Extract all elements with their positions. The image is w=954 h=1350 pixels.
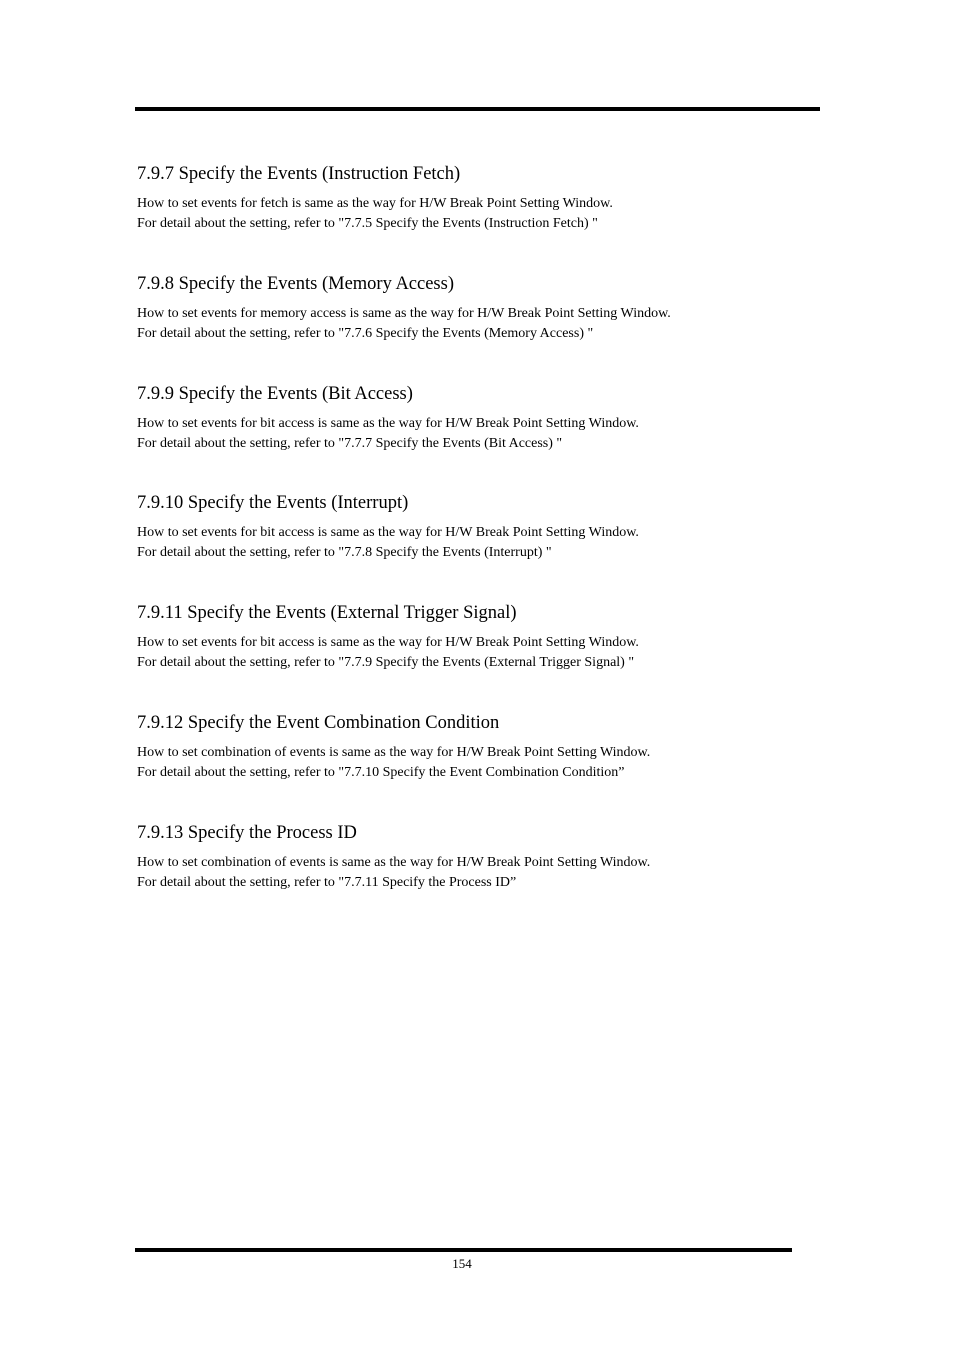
section-body bbox=[137, 743, 817, 782]
section-heading: 7.9.7 Specify the Events (Instruction Fetch) bbox=[137, 164, 461, 184]
section-7-9-9 bbox=[137, 383, 817, 453]
section-7-9-10 bbox=[137, 492, 817, 562]
body-line: How to set events for bit access is same as the way for H/W Break Point Setting Window. bbox=[137, 635, 639, 650]
body-line: How to set combination of events is same as the way for H/W Break Point Setting Window. bbox=[137, 855, 651, 870]
section-body bbox=[137, 523, 817, 562]
section-7-9-7 bbox=[137, 163, 817, 233]
section-body bbox=[137, 633, 817, 672]
footer-rule bbox=[135, 1248, 792, 1252]
body-line: For detail about the setting, refer to "7.7.11 Specify the Process ID” bbox=[137, 874, 517, 890]
body-line: For detail about the setting, refer to "7.7.7 Specify the Events (Bit Access) " bbox=[137, 435, 563, 451]
body-line: For detail about the setting, refer to "7.7.10 Specify the Event Combination Condition” bbox=[137, 764, 625, 780]
body-line: For detail about the setting, refer to "7.7.5 Specify the Events (Instruction Fetch) " bbox=[137, 215, 598, 231]
section-body bbox=[137, 194, 817, 233]
body-line: How to set events for bit access is same as the way for H/W Break Point Setting Window. bbox=[137, 525, 639, 540]
section-7-9-8 bbox=[137, 273, 817, 343]
section-body bbox=[137, 304, 817, 343]
body-line: How to set combination of events is same as the way for H/W Break Point Setting Window. bbox=[137, 745, 651, 760]
section-7-9-12 bbox=[137, 712, 817, 782]
section-heading: 7.9.9 Specify the Events (Bit Access) bbox=[137, 384, 413, 404]
page-number: 154 bbox=[452, 1256, 472, 1271]
section-heading: 7.9.8 Specify the Events (Memory Access) bbox=[137, 274, 454, 294]
section-body bbox=[137, 853, 817, 892]
section-heading: 7.9.10 Specify the Events (Interrupt) bbox=[137, 493, 409, 513]
body-line: How to set events for fetch is same as the way for H/W Break Point Setting Window. bbox=[137, 196, 613, 211]
section-heading: 7.9.11 Specify the Events (External Trigger Signal) bbox=[137, 603, 517, 623]
section-heading: 7.9.12 Specify the Event Combination Condition bbox=[137, 713, 500, 733]
section-7-9-11 bbox=[137, 602, 817, 672]
section-7-9-13 bbox=[137, 822, 817, 892]
section-body bbox=[137, 414, 817, 453]
body-line: For detail about the setting, refer to "7.7.9 Specify the Events (External Trigger Signal) " bbox=[137, 654, 635, 670]
body-line: How to set events for memory access is same as the way for H/W Break Point Setting Window. bbox=[137, 306, 671, 321]
body-line: How to set events for bit access is same as the way for H/W Break Point Setting Window. bbox=[137, 416, 639, 431]
header-rule bbox=[135, 107, 820, 111]
body-line: For detail about the setting, refer to "7.7.8 Specify the Events (Interrupt) " bbox=[137, 544, 552, 560]
body-line: For detail about the setting, refer to "7.7.6 Specify the Events (Memory Access) " bbox=[137, 325, 594, 341]
section-heading: 7.9.13 Specify the Process ID bbox=[137, 823, 357, 843]
